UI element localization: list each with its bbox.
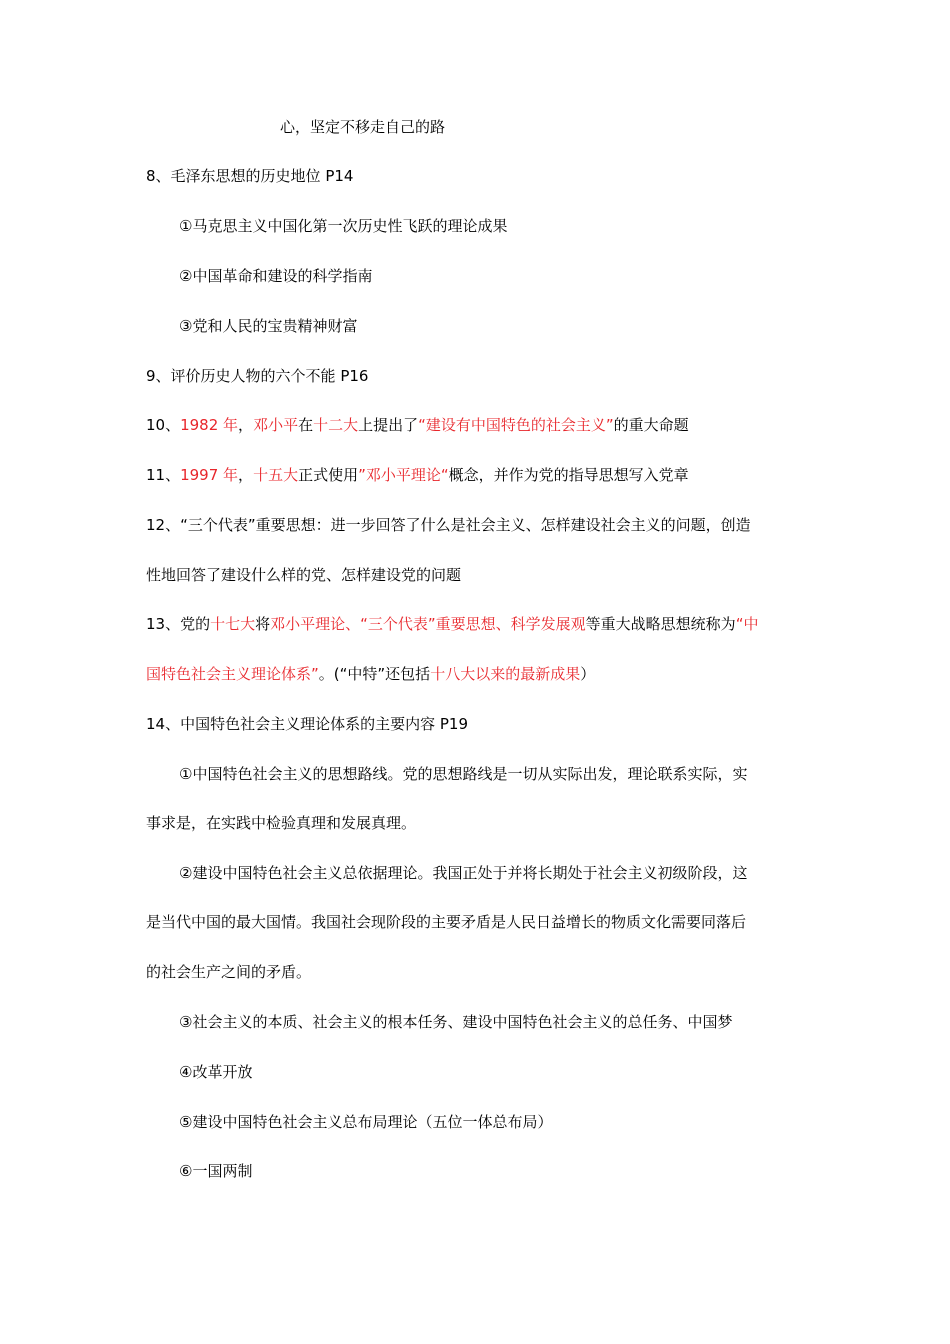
- text-segment: ）: [580, 665, 596, 683]
- highlight-text: 1982 年: [180, 416, 239, 434]
- text-segment: 。(“中特”还包括: [318, 665, 431, 683]
- highlight-text: 邓小平: [253, 416, 299, 434]
- text-segment: 的社会生产之间的矛盾。: [146, 963, 312, 981]
- sub-item-8-1: [179, 216, 507, 236]
- sub-item-14-2-line-1: [179, 863, 747, 883]
- item-12-line-1: [146, 515, 751, 535]
- item-10: [146, 415, 689, 435]
- item-13-line-1: [146, 614, 758, 634]
- sub-item-14-1-line-2: [146, 813, 416, 833]
- text-segment: ②中国革命和建设的科学指南: [179, 267, 373, 285]
- text-segment: 上提出了: [358, 416, 419, 434]
- text-segment: 事求是，在实践中检验真理和发展真理。: [146, 814, 417, 832]
- sub-item-14-6: [179, 1161, 252, 1181]
- text-segment: 将: [255, 615, 271, 633]
- sub-item-14-2-line-2: [146, 912, 746, 932]
- heading-item-8: [146, 166, 353, 186]
- sub-item-8-2: [179, 266, 372, 286]
- sub-item-14-4: [179, 1062, 252, 1082]
- highlight-text: 国特色社会主义理论体系”: [146, 665, 319, 683]
- text-segment: 12、“三个代表”重要思想：进一步回答了什么是社会主义、怎样建设社会主义的问题，创造: [146, 516, 751, 534]
- text-segment: ①中国特色社会主义的思想路线。党的思想路线是一切从实际出发，理论联系实际，实: [179, 765, 748, 783]
- item-13-line-2: [146, 664, 595, 684]
- text-segment: 13、党的: [146, 615, 211, 633]
- highlight-text: 十五大: [253, 466, 299, 484]
- item-11: [146, 465, 689, 485]
- text-segment: 是当代中国的最大国情。我国社会现阶段的主要矛盾是人民日益增长的物质文化需要同落后: [146, 913, 747, 931]
- text-segment: 心，坚定不移走自己的路: [280, 118, 446, 136]
- text-segment: 14、中国特色社会主义理论体系的主要内容 P19: [146, 715, 468, 733]
- text-segment: 9、评价历史人物的六个不能 P16: [146, 367, 369, 385]
- sub-item-14-2-line-3: [146, 962, 311, 982]
- text-segment: ，: [238, 416, 254, 434]
- text-segment: 正式使用: [298, 466, 359, 484]
- highlight-text: 十七大: [210, 615, 256, 633]
- heading-item-9: [146, 366, 368, 386]
- text-segment: ③社会主义的本质、社会主义的根本任务、建设中国特色社会主义的总任务、中国梦: [179, 1013, 733, 1031]
- text-segment: ，: [238, 466, 254, 484]
- sub-item-14-5: [179, 1112, 552, 1132]
- highlight-text: 十二大: [313, 416, 359, 434]
- heading-item-14: [146, 714, 468, 734]
- sub-item-14-3: [179, 1012, 732, 1032]
- text-segment: 性地回答了建设什么样的党、怎样建设党的问题: [146, 566, 462, 584]
- sub-item-14-1-line-1: [179, 764, 747, 784]
- text-segment: ⑤建设中国特色社会主义总布局理论（五位一体总布局）: [179, 1113, 553, 1131]
- sub-item-8-3: [179, 316, 357, 336]
- highlight-text: “中: [735, 615, 759, 633]
- highlight-text: 邓小平理论、“三个代表”重要思想、科学发展观: [270, 615, 586, 633]
- text-segment: 11、: [146, 466, 181, 484]
- text-segment: 10、: [146, 416, 181, 434]
- highlight-text: ”邓小平理论“: [358, 466, 449, 484]
- highlight-text: 十八大以来的最新成果: [430, 665, 581, 683]
- text-segment: ③党和人民的宝贵精神财富: [179, 317, 358, 335]
- text-segment: 概念，并作为党的指导思想写入党章: [448, 466, 689, 484]
- text-segment: 在: [298, 416, 314, 434]
- text-line-continuation: [280, 117, 445, 137]
- text-segment: 的重大命题: [613, 416, 689, 434]
- highlight-text: “建设有中国特色的社会主义”: [418, 416, 614, 434]
- item-12-line-2: [146, 565, 461, 585]
- text-segment: 8、毛泽东思想的历史地位 P14: [146, 167, 354, 185]
- text-segment: ①马克思主义中国化第一次历史性飞跃的理论成果: [179, 217, 508, 235]
- highlight-text: 1997 年: [180, 466, 239, 484]
- text-segment: ④改革开放: [179, 1063, 253, 1081]
- text-segment: ②建设中国特色社会主义总依据理论。我国正处于并将长期处于社会主义初级阶段，这: [179, 864, 748, 882]
- text-segment: ⑥一国两制: [179, 1162, 253, 1180]
- text-segment: 等重大战略思想统称为: [585, 615, 736, 633]
